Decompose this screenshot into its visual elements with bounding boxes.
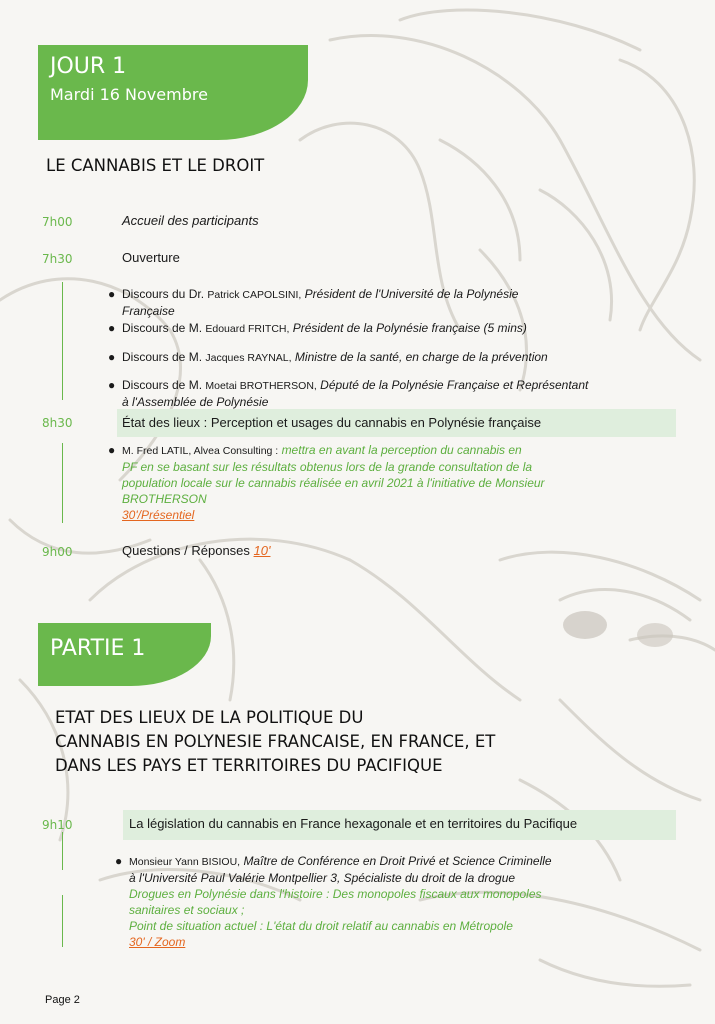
speaker-role: Maître de Conférence en Droit Privé et Science Criminelle xyxy=(243,854,552,868)
speaker-name: Jacques RAYNAL, xyxy=(205,352,292,364)
timeline-line xyxy=(62,895,63,947)
sketch-eye-right xyxy=(637,623,673,647)
speaker-role: Ministre de la santé, en charge de la prévention xyxy=(294,350,548,364)
bullet-icon: ● xyxy=(108,321,116,335)
time-slot-7h30: 7h30 xyxy=(42,252,73,266)
talk-topic: Point de situation actuel : L'état du droit relatif au cannabis en Métropole xyxy=(129,919,513,933)
session-title: État des lieux : Perception et usages du cannabis en Polynésie française xyxy=(122,415,542,430)
speaker-item: ● M. Fred LATIL, Alvea Consulting : mettra en avant la perception du cannabis en PF en se basant sur les résultats obtenus lors de la grande consultation de la population locale sur le cannabis réalisée en avril 2021 à l'initiative de Monsieur BROTHERSON 30'/Présentiel xyxy=(108,443,545,522)
speech-item: ● Discours de M. Edouard FRITCH, Président de la Polynésie française (5 mins) xyxy=(108,321,527,335)
speaker-role: Président de l'Université de la Polynésie xyxy=(304,287,519,301)
qa-label: Questions / Réponses 10' xyxy=(122,543,271,558)
part-banner xyxy=(38,623,211,686)
speaker-role: Député de la Polynésie Française et Représentant xyxy=(320,378,589,392)
time-slot-9h00: 9h00 xyxy=(42,545,73,559)
section-title: LE CANNABIS ET LE DROIT xyxy=(46,156,265,175)
bullet-icon: ● xyxy=(108,350,116,364)
talk-format: 30'/Présentiel xyxy=(122,508,195,522)
sketch-eye-left xyxy=(563,611,607,639)
speech-item: ● Discours du Dr. Patrick CAPOLSINI, Président de l'Université de la Polynésie Française xyxy=(108,287,519,318)
bullet-icon: ● xyxy=(108,443,116,457)
timeline-line xyxy=(62,443,63,523)
talk-topic: Drogues en Polynésie dans l'histoire : Des monopoles fiscaux aux monopoles xyxy=(129,887,542,901)
part-title: PARTIE 1 xyxy=(50,636,146,661)
speech-item: ● Discours de M. Moetai BROTHERSON, Député de la Polynésie Française et Représentant à l'Assemblée de Polynésie xyxy=(108,378,589,409)
page-number: Page 2 xyxy=(45,994,80,1006)
speaker-name: Edouard FRITCH, xyxy=(205,323,290,335)
day-title: JOUR 1 xyxy=(50,54,127,79)
timeline-line xyxy=(62,282,63,400)
time-slot-9h10: 9h10 xyxy=(42,818,73,832)
timeline-line xyxy=(62,832,63,870)
bullet-icon: ● xyxy=(115,854,123,868)
qa-duration: 10' xyxy=(253,543,271,558)
welcome-label: Accueil des participants xyxy=(122,213,259,228)
bullet-icon: ● xyxy=(108,287,116,301)
session-title: La législation du cannabis en France hexagonale et en territoires du Pacifique xyxy=(129,816,578,831)
speaker-name: Monsieur Yann BISIOU, xyxy=(129,856,241,868)
day-banner xyxy=(38,45,308,140)
speaker-name: Moetai BROTHERSON, xyxy=(205,380,317,392)
speaker-name: M. Fred LATIL, Alvea Consulting : xyxy=(122,445,279,457)
bullet-icon: ● xyxy=(108,378,116,392)
talk-format: 30' / Zoom xyxy=(129,935,186,949)
time-slot-7h00: 7h00 xyxy=(42,215,73,229)
part-heading: ETAT DES LIEUX DE LA POLITIQUE DU CANNABIS EN POLYNESIE FRANCAISE, EN FRANCE, ET DANS LES PAYS ET TERRITOIRES DU PACIFIQUE xyxy=(55,708,496,775)
opening-label: Ouverture xyxy=(122,250,180,265)
speaker-name: Patrick CAPOLSINI, xyxy=(207,289,302,301)
talk-description: mettra en avant la perception du cannabis en xyxy=(281,443,522,457)
time-slot-8h30: 8h30 xyxy=(42,416,73,430)
speech-item: ● Discours de M. Jacques RAYNAL, Ministre de la santé, en charge de la prévention xyxy=(108,350,548,364)
speaker-item: ● Monsieur Yann BISIOU, Maître de Conférence en Droit Privé et Science Criminelle à l'Université Paul Valérie Montpellier 3, Spécialiste du droit de la drogue Drogues en Polynésie dans l'histoire : Des monopoles fiscaux aux monopoles sanitaires et sociaux ; Point de situation actuel : L'état du droit relatif au cannabis en Métropole 30' / Zoom xyxy=(115,854,552,949)
day-date: Mardi 16 Novembre xyxy=(50,85,208,104)
speaker-role: Président de la Polynésie française (5 mins) xyxy=(292,321,527,335)
